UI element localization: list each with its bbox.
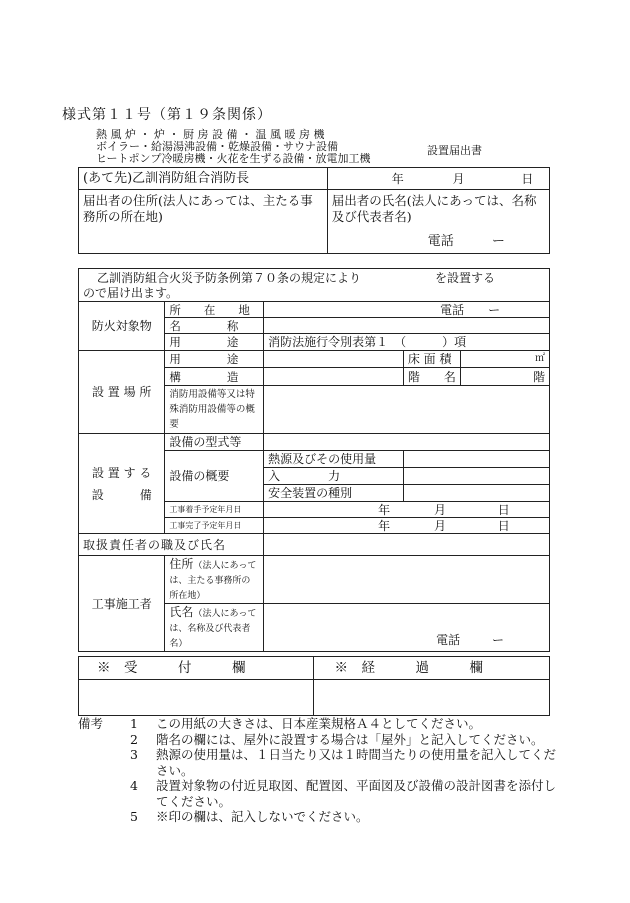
equipment-note-field[interactable] bbox=[264, 386, 550, 434]
end-date-field[interactable] bbox=[264, 518, 550, 534]
note-item bbox=[78, 716, 568, 732]
contractor-name-title: 氏名 bbox=[169, 605, 194, 619]
title-line-2: ボイラー・給湯湯沸設備・乾燥設備・サウナ設備 bbox=[96, 140, 338, 153]
model-label: 設備の型式等 bbox=[165, 434, 264, 451]
place-usage-field[interactable] bbox=[264, 351, 404, 368]
equipment-label-1: 設 置 す る bbox=[91, 465, 152, 480]
progress-field bbox=[314, 680, 550, 716]
manager-label: 取扱責任者の職及び氏名 bbox=[79, 534, 264, 556]
contractor-address-title: 住所 bbox=[169, 557, 194, 571]
contractor-label: 工事施工者 bbox=[79, 556, 165, 652]
input-label: 入 力 bbox=[264, 468, 404, 485]
intro-post: を設置する bbox=[435, 271, 496, 285]
target-phone-label: 電話 ー bbox=[440, 302, 501, 317]
heat-source-field[interactable] bbox=[403, 451, 549, 468]
note-text: 設置対象物の付近見取図、配置図、平面図及び設備の設計図書を添付してください。 bbox=[156, 778, 557, 809]
note-text: ※印の欄は、記入しないでください。 bbox=[156, 809, 369, 824]
note-number: 1 bbox=[130, 716, 138, 731]
note-number: 3 bbox=[130, 747, 138, 762]
safety-field[interactable] bbox=[403, 485, 549, 502]
note-number: 4 bbox=[130, 778, 138, 793]
contractor-address-label bbox=[165, 556, 264, 604]
equipment-note-label: 消防用設備等又は特殊消防用設備等の概要 bbox=[165, 386, 264, 434]
start-date-field[interactable] bbox=[264, 502, 550, 518]
note-number: 5 bbox=[130, 809, 138, 824]
notes-heading bbox=[78, 732, 130, 748]
main-form-table bbox=[78, 268, 550, 652]
note-item bbox=[78, 809, 568, 825]
notes-section bbox=[78, 716, 568, 825]
contractor-name-field[interactable] bbox=[264, 604, 550, 652]
input-field[interactable] bbox=[403, 468, 549, 485]
target-usage-field[interactable] bbox=[264, 334, 550, 351]
floor-area-label: 床 面 積 bbox=[403, 351, 460, 368]
place-structure-field[interactable] bbox=[264, 368, 404, 386]
date-year-label: 年 bbox=[391, 171, 404, 186]
contractor-name-label bbox=[165, 604, 264, 652]
floor-area-unit: ㎡ bbox=[535, 353, 545, 364]
form-number: 様式第１１号（第１９条関係） bbox=[62, 107, 272, 123]
notes-heading bbox=[78, 809, 130, 825]
equipment-label-2: 設 備 bbox=[91, 487, 152, 502]
applicant-phone-label: 電話 bbox=[427, 234, 454, 249]
end-date-label: 工事完了予定年月日 bbox=[165, 518, 264, 534]
applicant-name-label: 届出者の氏名(法人にあっては、名称及び代表者名) bbox=[331, 193, 537, 224]
contractor-address-note: （法人にあっては、主たる事務所の所在地） bbox=[169, 561, 257, 601]
start-month: 月 bbox=[433, 502, 446, 517]
intro-statement bbox=[79, 269, 550, 302]
target-name-field[interactable] bbox=[264, 318, 550, 334]
applicant-address-field[interactable] bbox=[79, 190, 328, 254]
addressee-table bbox=[78, 167, 550, 254]
overview-label: 設備の概要 bbox=[165, 451, 264, 502]
notes-heading bbox=[78, 778, 130, 809]
target-location-field[interactable] bbox=[264, 302, 550, 318]
title-line-3: ヒートポンプ冷暖房機・火花を生ずる設備・放電加工機 bbox=[96, 152, 371, 165]
end-day: 日 bbox=[497, 518, 510, 533]
floor-name-label: 階 名 bbox=[403, 368, 460, 386]
place-structure-label: 構 造 bbox=[165, 368, 264, 386]
manager-field[interactable] bbox=[264, 534, 550, 556]
intro-line-2: ので届け出ます。 bbox=[83, 286, 179, 300]
intro-pre: 乙訓消防組合火災予防条例第７０条の規定により bbox=[97, 271, 362, 285]
start-year: 年 bbox=[378, 502, 391, 517]
heat-source-label: 熱源及びその使用量 bbox=[264, 451, 404, 468]
model-field[interactable] bbox=[264, 434, 550, 451]
target-label: 防火対象物 bbox=[79, 302, 165, 351]
submission-date[interactable] bbox=[327, 168, 549, 190]
progress-header: ※ 経 過 欄 bbox=[314, 657, 550, 680]
contractor-phone-label: 電話 bbox=[436, 633, 461, 647]
place-label: 設 置 場 所 bbox=[79, 351, 165, 434]
target-usage-label: 用 途 bbox=[165, 334, 264, 351]
floor-suffix: 階 bbox=[532, 369, 545, 384]
date-day-label: 日 bbox=[521, 171, 534, 186]
title-line-1: 熱 風 炉 ・ 炉 ・ 厨 房 設 備 ・ 温 風 暖 房 機 bbox=[96, 128, 325, 141]
target-location-label: 所 在 地 bbox=[165, 302, 264, 318]
title-suffix: 設置届出書 bbox=[427, 144, 482, 157]
floor-area-field[interactable] bbox=[460, 351, 549, 368]
note-text: 階名の欄には、屋外に設置する場合は「屋外」と記入してください。 bbox=[156, 731, 544, 747]
floor-name-field[interactable] bbox=[460, 368, 549, 386]
equipment-label bbox=[79, 434, 165, 534]
notes-heading: 備考 bbox=[78, 716, 104, 731]
place-usage-label: 用 途 bbox=[165, 351, 264, 368]
note-text: 熱源の使用量は、１日当たり又は１時間当たりの使用量を記入してください。 bbox=[156, 747, 557, 778]
applicant-address-label: 届出者の住所(法人にあっては、主たる事務所の所在地) bbox=[83, 193, 313, 224]
start-date-label: 工事着手予定年月日 bbox=[165, 502, 264, 518]
target-usage-value: 消防法施行令別表第１ （ ）項 bbox=[268, 335, 467, 349]
date-month-label: 月 bbox=[452, 171, 465, 186]
note-text: この用紙の大きさは、日本産業規格Ａ４としてください。 bbox=[156, 716, 482, 731]
note-number: 2 bbox=[130, 731, 138, 747]
applicant-phone-dash: ー bbox=[491, 234, 505, 249]
contractor-name-note: （法人にあっては、名称及び代表者名） bbox=[169, 609, 257, 649]
contractor-address-field[interactable] bbox=[264, 556, 550, 604]
contractor-phone-dash: ー bbox=[491, 633, 504, 647]
end-month: 月 bbox=[433, 518, 446, 533]
applicant-name-field[interactable] bbox=[327, 190, 549, 254]
safety-label: 安全装置の種別 bbox=[264, 485, 404, 502]
target-name-label: 名 称 bbox=[165, 318, 264, 334]
note-item bbox=[78, 778, 568, 809]
start-day: 日 bbox=[497, 502, 510, 517]
note-item bbox=[78, 747, 568, 778]
reception-field bbox=[79, 680, 314, 716]
end-year: 年 bbox=[378, 518, 391, 533]
notes-heading bbox=[78, 747, 130, 778]
reception-header: ※ 受 付 欄 bbox=[79, 657, 314, 680]
office-use-table bbox=[78, 656, 550, 716]
note-item bbox=[78, 732, 568, 748]
addressee-to: (あて先)乙訓消防組合消防長 bbox=[79, 168, 328, 190]
